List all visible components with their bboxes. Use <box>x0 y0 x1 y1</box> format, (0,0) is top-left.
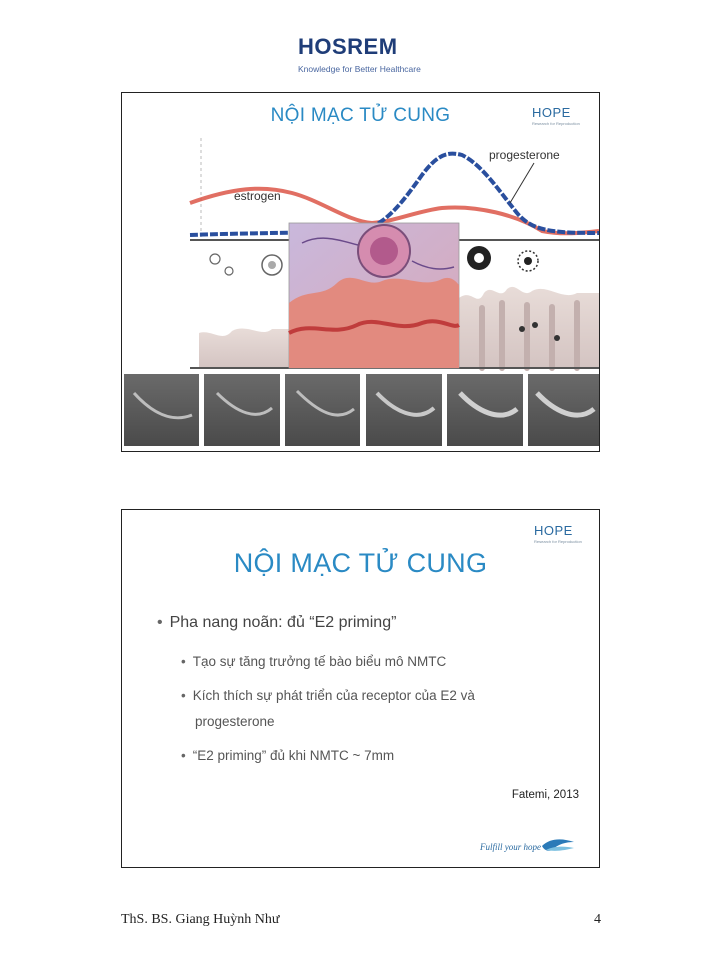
hope-logo-subtext: Research for Reproduction <box>534 539 582 544</box>
hope-logo-text: HOPE <box>534 523 573 538</box>
main-bullet-text: Pha nang noãn: đủ “E2 priming” <box>169 614 397 631</box>
slide-1-hope-logo <box>532 105 584 133</box>
sub-bullet-text: Kích thích sự phát triển của receptor của E2 và <box>192 688 475 703</box>
sub-bullet <box>181 743 394 769</box>
page-number: 4 <box>594 912 601 927</box>
estrogen-label: estrogen <box>234 189 281 203</box>
slide-1 <box>121 92 600 452</box>
hosrem-logo <box>296 34 426 78</box>
bullet-dot-icon: • <box>181 654 186 669</box>
sub-bullet <box>181 649 446 675</box>
slide-2-hope-logo <box>534 523 586 551</box>
bullet-dot-icon: • <box>157 614 163 631</box>
sub-bullet <box>181 683 475 735</box>
slide-2 <box>121 509 600 868</box>
slide-2-title: NỘI MẠC TỬ CUNG <box>233 548 488 578</box>
wave-logo-icon <box>540 836 576 854</box>
hope-logo-text: HOPE <box>532 105 571 120</box>
author-footer: ThS. BS. Giang Huỳnh Như <box>121 912 280 927</box>
endometrium-cycle-figure <box>122 93 599 451</box>
sub-bullet-continuation: progesterone <box>195 714 275 729</box>
citation: Fatemi, 2013 <box>511 789 579 801</box>
bullet-dot-icon: • <box>181 688 186 703</box>
slide-1-title: NỘI MẠC TỬ CUNG <box>270 105 451 126</box>
bullet-dot-icon: • <box>181 748 186 763</box>
main-bullet <box>157 614 396 632</box>
sub-bullet-text: Tạo sự tăng trưởng tế bào biểu mô NMTC <box>192 654 447 669</box>
progesterone-label: progesterone <box>489 148 560 162</box>
hosrem-logo-text: HOSREM <box>298 34 398 59</box>
hosrem-tagline: Knowledge for Better Healthcare <box>298 64 421 74</box>
footer-slogan: Fulfill your hope <box>480 842 541 852</box>
hope-logo-subtext: Research for Reproduction <box>532 121 580 126</box>
sub-bullet-text: “E2 priming” đủ khi NMTC ~ 7mm <box>192 748 395 763</box>
